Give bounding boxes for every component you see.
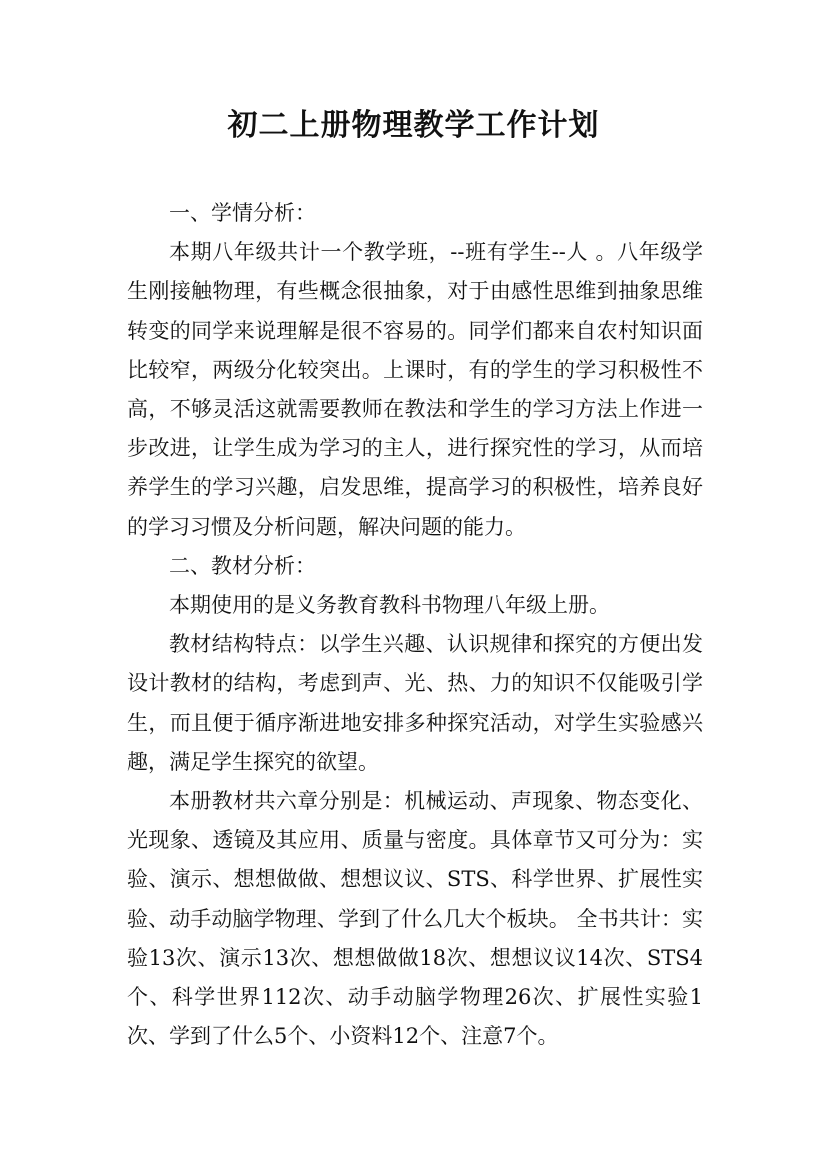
paragraph-textbook-chapters: 本册教材共六章分别是：机械运动、声现象、物态变化、光现象、透镜及其应用、质量与密度。具体章节又可分为：实验、演示、想想做做、想想议议、STS、科学世界、扩展性实验、动手动脑学物理、学到了什么几大个板块。 全书共计：实验13次、演示13次、想想做做18次、想想议议14次、STS4个、科学世界112次、动手动脑学物理26次、扩展性实验1次、学到了什么5个、小资料12个、注意7个。 (127, 789, 703, 1049)
paragraph-textbook-edition: 本期使用的是义务教育教科书物理八年级上册。 (169, 593, 610, 618)
section-heading-textbook-analysis: 二、教材分析： (169, 553, 316, 578)
paragraph-textbook-structure: 教材结构特点：以学生兴趣、认识规律和探究的方便出发设计教材的结构，考虑到声、光、热、力的知识不仅能吸引学生，而且便于循序渐进地安排多种探究活动，对学生实验感兴趣，满足学生探究的欲望。 (127, 632, 703, 774)
section-heading-learning-analysis: 一、学情分析： (169, 201, 316, 225)
document-title: 初二上册物理教学工作计划 (227, 108, 600, 143)
paragraph-learning-analysis: 本期八年级共计一个教学班，--班有学生--人 。八年级学生刚接触物理，有些概念很抽象，对于由感性思维到抽象思维转变的同学来说理解是很不容易的。同学们都来自农村知识面比较窄，两级分化较突出。上课时，有的学生的学习积极性不高，不够灵活这就需要教师在教法和学生的学习方法上作进一步改进，让学生成为学习的主人，进行探究性的学习，从而培养学生的学习兴趣，启发思维，提高学习的积极性，培养良好的学习习惯及分析问题，解决问题的能力。 (127, 240, 703, 539)
document-body (127, 194, 703, 1056)
